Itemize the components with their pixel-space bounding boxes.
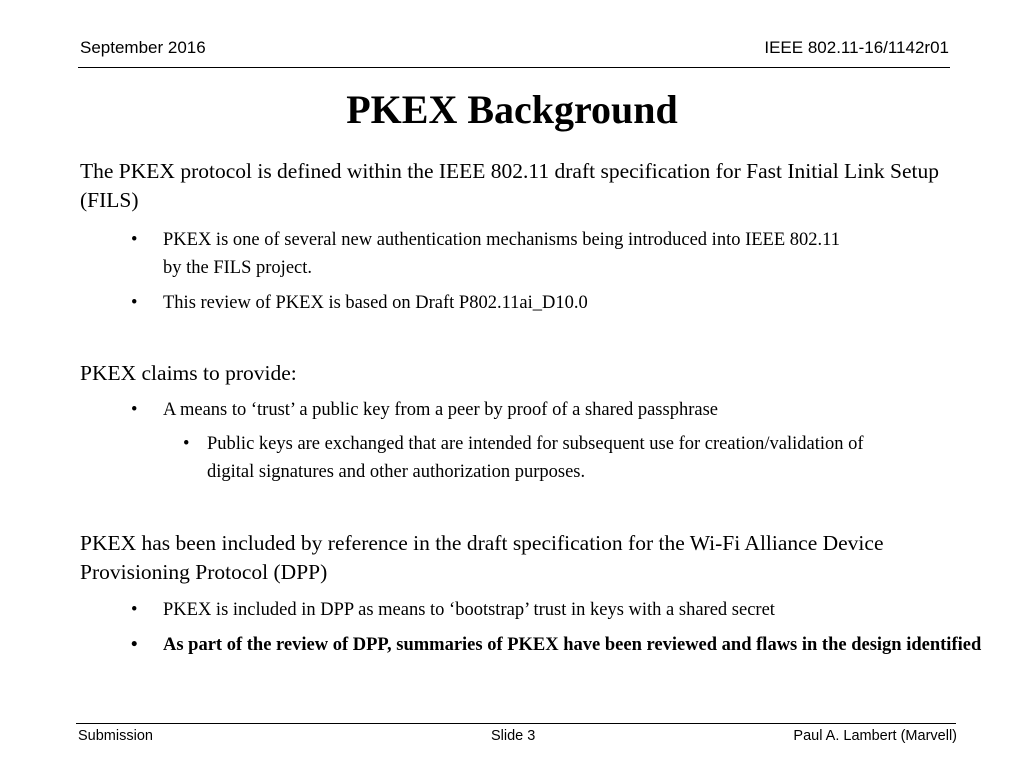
header-divider: [78, 67, 950, 68]
bullet-item: [131, 396, 993, 424]
footer-divider: [76, 723, 956, 724]
header-doc-id: IEEE 802.11-16/1142r01: [764, 38, 949, 57]
paragraph-fils: The PKEX protocol is defined within the IEEE 802.11 draft specification for Fast Initial Link Setup (FILS): [80, 159, 940, 212]
bullet-dot: •: [131, 400, 138, 420]
subbullet-item: [183, 430, 892, 486]
bullet-dot: •: [131, 293, 138, 313]
slide-title: PKEX Background: [346, 87, 678, 132]
bullet-dot: •: [131, 230, 138, 250]
footer-author: Paul A. Lambert (Marvell): [793, 728, 957, 744]
paragraph-dpp: PKEX has been included by reference in the draft specification for the Wi-Fi Alliance Device Provisioning Protocol (DPP): [80, 531, 884, 584]
bullet-dot: •: [131, 635, 138, 655]
paragraph-claims: PKEX claims to provide:: [80, 361, 297, 385]
bullet-item: [131, 596, 993, 624]
bullet-dot: •: [131, 600, 138, 620]
bullet-dot: •: [183, 434, 190, 454]
bullet-item: [131, 631, 993, 659]
header-date: September 2016: [80, 38, 206, 57]
bullet-item: [131, 226, 853, 282]
bullet-item: [131, 289, 993, 317]
footer-submission: Submission: [78, 728, 153, 744]
footer-slide-number: Slide 3: [491, 728, 536, 744]
bullet-text: This review of PKEX is based on Draft P802.11ai_D10.0: [163, 293, 588, 313]
bullet-text: As part of the review of DPP, summaries of PKEX have been reviewed and flaws in the design identified: [163, 635, 982, 655]
bullet-text: Public keys are exchanged that are intended for subsequent use for creation/validation of digital signatures and other authorization purposes.: [207, 434, 864, 482]
bullet-text: PKEX is one of several new authentication mechanisms being introduced into IEEE 802.11 by the FILS project.: [163, 230, 840, 278]
bullet-text: A means to ‘trust’ a public key from a peer by proof of a shared passphrase: [163, 400, 718, 420]
bullet-text: PKEX is included in DPP as means to ‘bootstrap’ trust in keys with a shared secret: [163, 600, 775, 620]
